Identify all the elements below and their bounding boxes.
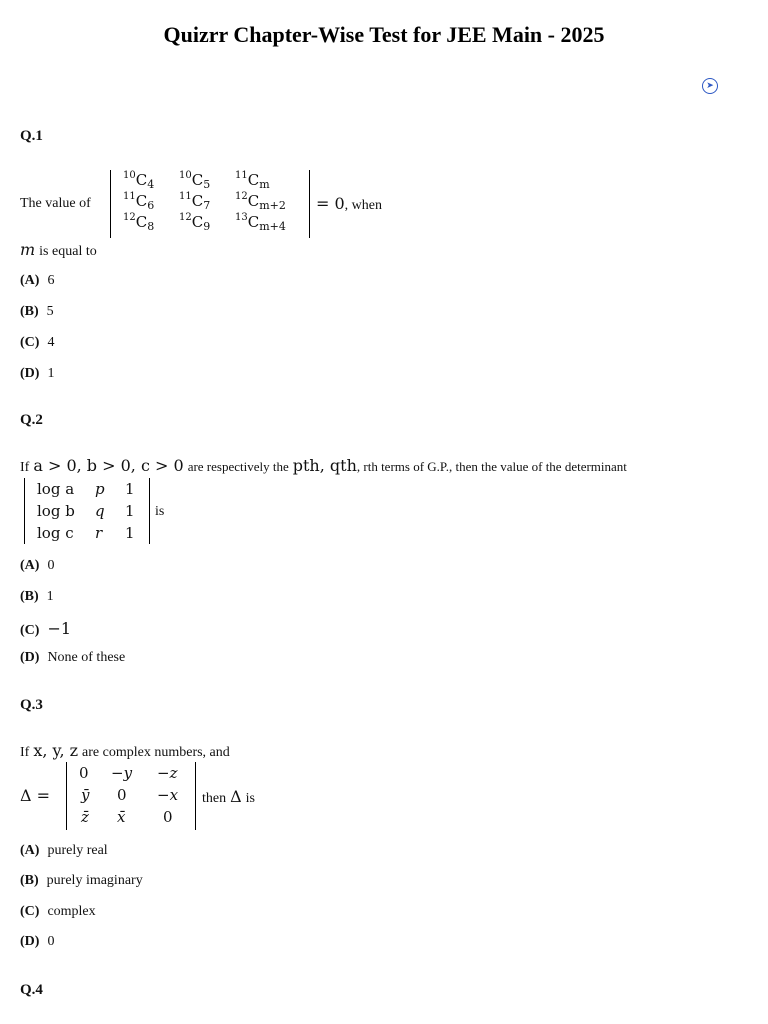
q3-cell-2-2: 0 <box>163 808 173 826</box>
q3-determinant <box>66 762 196 830</box>
q1-prefix: The value of <box>20 196 91 211</box>
q3-cell-1-2: −x <box>157 786 179 804</box>
q1-option-c[interactable]: (C) 4 <box>20 335 55 350</box>
q2-cell-0-0: log a <box>37 480 75 498</box>
q2-after: is <box>155 504 165 519</box>
question-3-label: Q.3 <box>20 697 43 713</box>
q3-cell-1-1: 0 <box>117 786 127 804</box>
q1-line2: m is equal to <box>20 240 97 259</box>
q1-option-b[interactable]: (B) 5 <box>20 304 54 319</box>
q1-cell-0-0: $^{10}C_4$ <box>123 170 155 191</box>
q1-cell-2-2: $^{13}C_{m+4}$ <box>235 212 286 233</box>
q2-cell-0-1: p <box>95 480 105 498</box>
q1-cell-1-1: $^{11}C_7$ <box>179 191 211 212</box>
q1-cell-0-2: $^{11}C_m$ <box>235 170 270 191</box>
q2-statement: If a > 0, b > 0, c > 0 are respectively the pth, qth, rth terms of G.P., then the value of the determinant <box>20 456 627 475</box>
q3-cell-2-1: x̄ <box>117 808 126 826</box>
q3-option-d[interactable]: (D) 0 <box>20 934 55 949</box>
q1-determinant <box>110 170 310 238</box>
q1-cell-2-0: $^{12}C_8$ <box>123 212 155 233</box>
q1-cell-0-1: $^{10}C_5$ <box>179 170 211 191</box>
q3-option-a[interactable]: (A) purely real <box>20 843 108 858</box>
q2-cell-2-2: 1 <box>125 524 135 542</box>
q3-cell-0-1: −y <box>111 764 133 782</box>
q2-option-b[interactable]: (B) 1 <box>20 589 54 604</box>
q2-cell-1-1: q <box>95 502 105 520</box>
question-1-label: Q.1 <box>20 128 43 144</box>
q2-cell-1-0: log b <box>37 502 75 520</box>
q2-determinant <box>24 478 150 544</box>
q1-suffix: = 0, when <box>316 194 382 213</box>
q2-option-a[interactable]: (A) 0 <box>20 558 55 573</box>
send-icon[interactable]: ➤ <box>702 78 718 94</box>
q3-cell-2-0: z̄ <box>81 808 89 826</box>
q2-option-d[interactable]: (D) None of these <box>20 650 126 665</box>
q3-cell-0-2: −z <box>157 764 178 782</box>
q3-statement: If x, y, z are complex numbers, and <box>20 741 230 760</box>
q1-option-d[interactable]: (D) 1 <box>20 366 55 381</box>
q3-delta-eq: Δ = <box>20 786 51 805</box>
question-2-label: Q.2 <box>20 412 43 428</box>
q1-cell-1-2: $^{12}C_{m+2}$ <box>235 191 286 212</box>
q2-option-c[interactable]: (C) −1 <box>20 619 72 638</box>
q1-cell-1-0: $^{11}C_6$ <box>123 191 155 212</box>
q2-cell-2-0: log c <box>37 524 74 542</box>
page-title: Quizrr Chapter-Wise Test for JEE Main - 2025 <box>163 22 605 47</box>
q3-cell-0-0: 0 <box>79 764 89 782</box>
q2-cell-1-2: 1 <box>125 502 135 520</box>
q1-cell-2-1: $^{12}C_9$ <box>179 212 211 233</box>
q1-option-a[interactable]: (A) 6 <box>20 273 55 288</box>
q3-then: then Δ is <box>202 787 256 806</box>
q2-cell-2-1: r <box>95 524 103 542</box>
question-4-label: Q.4 <box>20 982 43 998</box>
q3-cell-1-0: ȳ <box>81 786 90 804</box>
q2-cell-0-2: 1 <box>125 480 135 498</box>
q3-option-b[interactable]: (B) purely imaginary <box>20 873 143 888</box>
q3-option-c[interactable]: (C) complex <box>20 904 96 919</box>
